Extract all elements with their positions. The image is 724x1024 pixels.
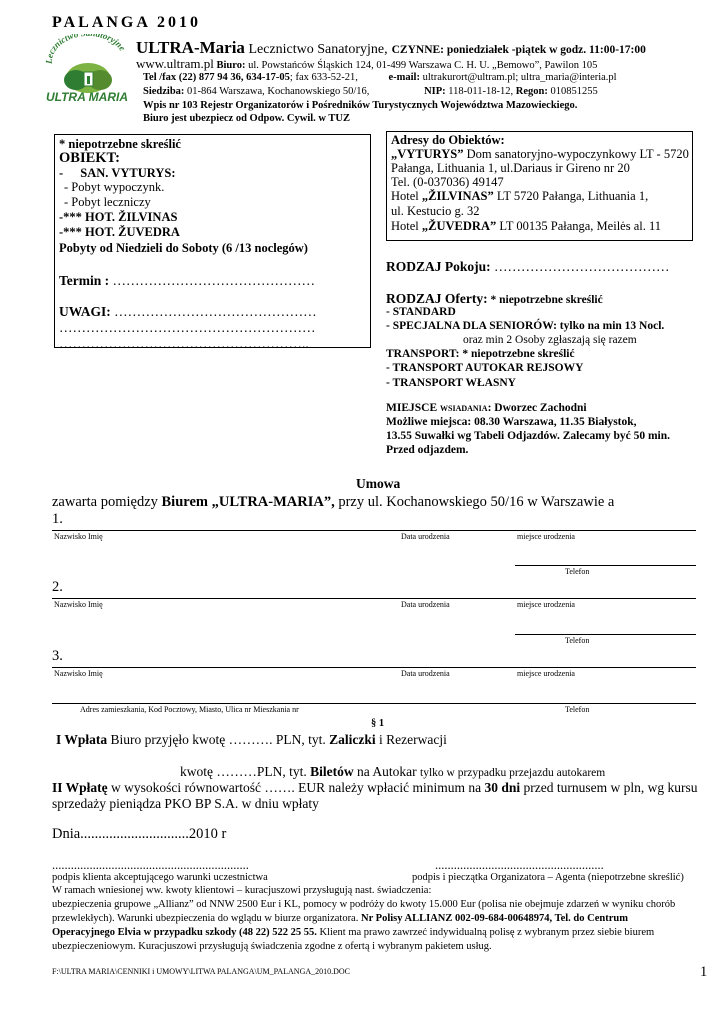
person-2-line[interactable] [52, 598, 696, 599]
transport-strike-note: * niepotrzebne skreślić [459, 348, 575, 360]
ticket-payment-label: Biletów [310, 764, 354, 779]
vyturys-name: „VYTURYS” [391, 147, 464, 161]
company-logo [44, 34, 130, 106]
insurance-line-1: W ramach wniesionej ww. kwoty klientowi – kuracjuszowi przysługują nast. świadczenia: [52, 885, 432, 896]
hotel-label: Hotel [391, 189, 422, 203]
insurance-line-3 [52, 913, 628, 924]
contract-intro [52, 494, 614, 511]
zilvinas-name: „ŽILVINAS” [421, 189, 494, 203]
regon-value: 010851255 [547, 86, 598, 97]
company-name-line [136, 38, 646, 58]
transport-own[interactable]: - TRANSPORT WŁASNY [386, 377, 516, 389]
insurance-line-5: ubezpieczeniowym. Kuracjuszowi przysługują świadczenia zgodne z ofertą i wybranym pakietem usług. [52, 941, 492, 952]
vyturys-street: Pałanga, Lithuania 1, ul.Dariaus ir Gireno nr 20 [391, 161, 630, 175]
second-payment-label: II Wpłatę [52, 780, 108, 795]
hotel-label: Hotel [391, 219, 422, 233]
zilvinas-address [391, 189, 648, 204]
company-name: ULTRA-Maria [136, 38, 245, 57]
person-2-birthdate-label: Data urodzenia [401, 600, 450, 609]
person-2-phone-line[interactable] [515, 634, 696, 635]
object-dash: - [59, 166, 64, 180]
nip-value: 118-011-18-12, [445, 86, 516, 97]
room-type-dots[interactable]: ………………………………… [490, 259, 670, 274]
page-number: 1 [700, 964, 708, 980]
website-office-line [136, 56, 597, 72]
person-1-line[interactable] [52, 530, 696, 531]
zilvinas-desc: LT 5720 Pałanga, Lithuania 1, [493, 189, 649, 203]
boarding-station: : Dworzec Zachodni [487, 402, 587, 414]
person-1-birthplace-label: miejsce urodzenia [517, 532, 575, 541]
object-label: OBIEKT: [59, 150, 120, 166]
ticket-payment-text: kwotę ………PLN, tyt. [180, 764, 311, 779]
regon-label: Regon: [515, 86, 548, 97]
person-3-name-label: Nazwisko Imię [54, 669, 103, 678]
option-hotel-zilvinas[interactable]: -*** HOT. ŽILVINAS [59, 210, 178, 224]
company-subtitle: Lecznictwo Sanatoryjne, [244, 42, 388, 57]
transport-heading [386, 348, 575, 360]
zuvedra-address [391, 219, 661, 234]
register-entry: Wpis nr 103 Rejestr Organizatorów i Pośredników Turystycznych Województwa Mazowieckiego. [143, 100, 578, 111]
second-payment-rate: sprzedaży pieniądza PKO BP S.A. w dniu wpłaty [52, 796, 319, 811]
second-payment-end: przed turnusem w pln, wg kursu [520, 780, 698, 795]
address-title: Adresy do Obiektów: [391, 133, 505, 147]
policy-number: Nr Polisy ALLIANZ 002-09-684-00648974, Tel. do Centrum [360, 913, 628, 924]
transport-label: TRANSPORT: [386, 348, 460, 360]
office-address: ul. Powstańców Śląskich 124, 01-499 Warszawa C. H. U. „Bemowo”, Pawilon 105 [245, 60, 598, 71]
vyturys-desc: Dom sanatoryjno-wypoczynkowy LT - 5720 [463, 147, 689, 161]
object-vyturys [59, 166, 175, 181]
insurance-line-4 [52, 927, 654, 938]
person-3-birthplace-label: miejsce urodzenia [517, 669, 575, 678]
term-field[interactable] [59, 273, 315, 289]
remarks-line-1[interactable]: ………………………………………………… [59, 320, 316, 335]
boarding-note: Przed odjazdem. [386, 444, 469, 456]
insurance-note: Biuro jest ubezpiecz od Odpow. Cywil. w TUZ [143, 113, 351, 124]
stay-info: Pobyty od Niedzieli do Soboty (6 /13 noclegów) [59, 241, 308, 255]
remarks-dots[interactable]: ……………………………………… [110, 304, 317, 319]
contract-title: Umowa [356, 476, 401, 491]
person-1-number: 1. [52, 511, 63, 527]
option-hotel-zuvedra[interactable]: -*** HOT. ŽUVEDRA [59, 225, 180, 239]
insurance-conditions: przewlekłych). Warunki ubezpieczenia do wglądu w biurze organizatora. [52, 913, 361, 924]
address-line[interactable] [52, 703, 696, 704]
person-2-number: 2. [52, 579, 63, 595]
option-medical[interactable]: - Pobyt leczniczy [64, 195, 151, 209]
document-title: PALANGA 2010 [52, 14, 202, 31]
object-vyturys-name[interactable]: SAN. VYTURYS: [80, 166, 176, 180]
second-payment [52, 780, 697, 796]
offer-standard[interactable]: - STANDARD [386, 306, 456, 318]
remarks-line-2[interactable]: ……………………………………………….. [59, 336, 309, 351]
address-label: Adres zamieszkania, Kod Pocztowy, Miasto, Ulica nr Mieszkania nr [80, 705, 299, 714]
boarding-label: MIEJSCE [386, 402, 440, 414]
elvia-contact: Operacyjnego Elvia w przypadku szkody (48 22) 522 25 55. [52, 927, 317, 938]
office-label: Biuro: [216, 60, 246, 71]
ticket-payment-mid: na Autokar [353, 764, 420, 779]
tel-label: Tel /fax (22) 877 94 36, 634-17-05 [143, 72, 290, 83]
person-1-name-label: Nazwisko Imię [54, 532, 103, 541]
individual-policy-note: Klient ma prawo zawrzeć indywidualną polisę z wybranym przez siebie biurem [316, 927, 655, 938]
first-payment-advance: Zaliczki [329, 732, 376, 747]
person-2-phone-label: Telefon [565, 636, 590, 645]
offer-strike-note: * niepotrzebne skreślić [487, 294, 603, 306]
opening-hours: CZYNNE: poniedziałek -piątek w godz. 11:00-17:00 [391, 44, 646, 56]
person-2-birthplace-label: miejsce urodzenia [517, 600, 575, 609]
organizer-signature-label: podpis i pieczątka Organizatora – Agenta (niepotrzebne skreślić) [412, 872, 684, 883]
first-payment-text: Biuro przyjęło kwotę ………. PLN, tyt. [107, 732, 330, 747]
transport-bus[interactable]: - TRANSPORT AUTOKAR REJSOWY [386, 362, 584, 374]
contract-party: Biurem „ULTRA-MARIA”, [161, 494, 335, 510]
vyturys-phone: Tel. (0-037036) 49147 [391, 175, 504, 189]
room-type-label: RODZAJ Pokoju: [386, 259, 491, 274]
file-path: F:\ULTRA MARIA\CENNIKI i UMOWY\LITWA PALANGA\UM_PALANGA_2010.DOC [52, 967, 351, 976]
person-3-number: 3. [52, 648, 63, 664]
ticket-payment [180, 764, 605, 780]
term-label: Termin : [59, 273, 110, 288]
remarks-field[interactable] [59, 304, 317, 320]
second-payment-days: 30 dni [484, 780, 521, 795]
person-3-phone-label: Telefon [565, 705, 590, 714]
svg-text:Lecznictwo Sanatoryjne: Lecznictwo toryjne [44, 34, 128, 65]
boarding-place [386, 402, 587, 414]
first-payment-end: i Rezerwacji [375, 732, 447, 747]
vyturys-address [391, 147, 689, 162]
term-dots[interactable]: ……………………………………… [109, 273, 315, 288]
fax-text: ; fax 633-52-21, [289, 72, 358, 83]
offer-senior[interactable]: - SPECJALNA DLA SENIORÓW: tylko na min 13 Nocl. [386, 320, 665, 332]
offer-senior-note: oraz min 2 Osoby zgłaszają się razem [463, 334, 637, 346]
paragraph-mark: § 1 [371, 718, 385, 729]
website-link[interactable]: www.ultram.pl [136, 56, 214, 71]
seat-line [143, 86, 598, 97]
boarding-small-label: WSIADANIA [440, 404, 488, 413]
contract-intro-pre: zawarta pomiędzy [52, 494, 162, 510]
person-1-phone-line[interactable] [515, 565, 696, 566]
boarding-options: Możliwe miejsca: 08.30 Warszawa, 11.35 Białystok, [386, 416, 637, 428]
person-3-birthdate-label: Data urodzenia [401, 669, 450, 678]
room-type-field[interactable] [386, 259, 670, 275]
contract-intro-post: przy ul. Kochanowskiego 50/16 w Warszawie a [334, 494, 615, 510]
zilvinas-street: ul. Kestucio g. 32 [391, 204, 480, 218]
email-label: e-mail: [388, 72, 420, 83]
option-leisure[interactable]: - Pobyt wypoczynk. [64, 180, 165, 194]
seat-address: 01-864 Warszawa, Kochanowskiego 50/16, [184, 86, 370, 97]
person-3-line[interactable] [52, 667, 696, 668]
seat-label: Siedziba: [143, 86, 185, 97]
ticket-payment-note: tylko w przypadku przejazdu autokarem [420, 767, 606, 779]
client-signature-label: podpis klienta akceptującego warunki uczestnictwa [52, 872, 268, 883]
insurance-line-2: ubezpieczenia grupowe „Allianz” od NNW 2500 Eur i KL, pomocy w podróży do kwoty 15.000 Eur (polisa nie obejmuje zdarzeń w wyniku chorób [52, 899, 676, 910]
first-payment [56, 732, 447, 748]
person-1-phone-label: Telefon [565, 567, 590, 576]
person-1-birthdate-label: Data urodzenia [401, 532, 450, 541]
contact-line [143, 72, 617, 83]
zuvedra-name: „ŽUVEDRA” [421, 219, 497, 233]
date-field[interactable]: Dnia..............................2010 r [52, 826, 227, 842]
organizer-signature-dots[interactable]: ...................................................... [435, 858, 604, 872]
second-payment-text: w wysokości równowartość ……. EUR należy wpłacić minimum na [107, 780, 485, 795]
email-link[interactable]: ultrakurort@ultram.pl; ultra_maria@interia.pl [419, 72, 617, 83]
offer-type-label: RODZAJ Oferty: [386, 291, 488, 306]
client-signature-dots[interactable]: ............................................................... [52, 858, 249, 872]
nip-label: NIP: [424, 86, 446, 97]
boarding-suwalki: 13.55 Suwałki wg Tabeli Odjazdów. Zalecamy być 50 min. [386, 430, 671, 442]
object-strike-note: * niepotrzebne skreślić [59, 137, 181, 151]
remarks-label: UWAGI: [59, 304, 111, 319]
zuvedra-desc: LT 00135 Pałanga, Meilės al. 11 [496, 219, 662, 233]
first-payment-label: I Wpłata [56, 732, 108, 747]
svg-text:ULTRA MARIA: ULTRA MARIA [46, 90, 128, 104]
person-2-name-label: Nazwisko Imię [54, 600, 103, 609]
